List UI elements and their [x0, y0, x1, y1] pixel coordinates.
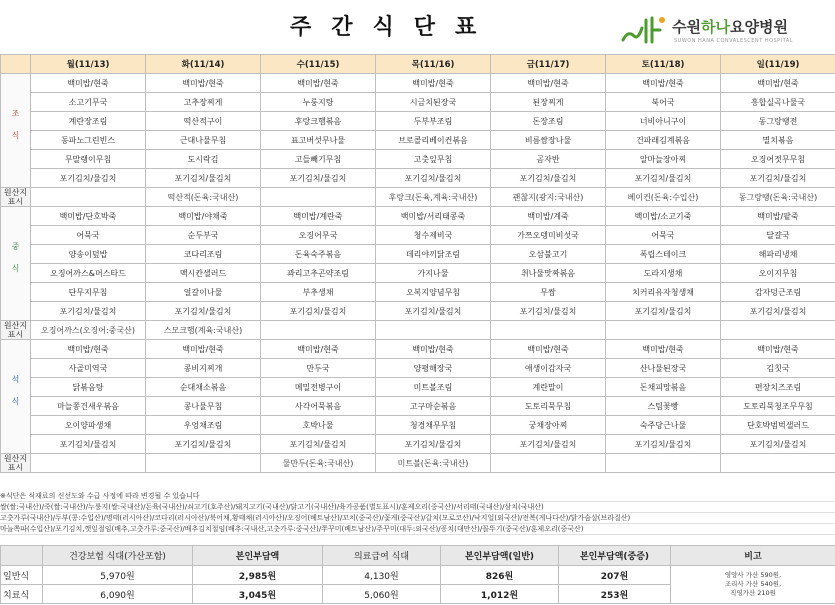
origin-cell: 후랑크(돈육,계육:국내산)	[376, 188, 491, 207]
menu-row	[1, 131, 835, 150]
menu-item: 미트볼조림	[376, 378, 491, 397]
menu-row	[1, 359, 835, 378]
menu-item: 단무지무침	[31, 283, 146, 302]
menu-row	[1, 74, 835, 93]
price-header: 본인부담액	[193, 546, 323, 566]
menu-item: 비름쌈장나물	[491, 131, 606, 150]
menu-row	[1, 169, 835, 188]
menu-item: 오징어무국	[261, 226, 376, 245]
menu-item: 마늘쫑건새우볶음	[31, 397, 146, 416]
price-cell: 6,090원	[43, 585, 193, 604]
menu-item: 포기김치/물김치	[606, 435, 721, 454]
price-header: 본인부담액(일반)	[441, 546, 559, 566]
menu-item: 돈장조림	[491, 112, 606, 131]
menu-item: 포기김치/물김치	[606, 169, 721, 188]
menu-item: 포기김치/물김치	[146, 435, 261, 454]
menu-row	[1, 416, 835, 435]
menu-item: 계란장조림	[31, 112, 146, 131]
menu-item: 순대채소볶음	[146, 378, 261, 397]
price-cell: 826원	[441, 566, 559, 585]
origin-cell	[721, 321, 835, 340]
price-row-label: 치료식	[1, 585, 43, 604]
menu-item: 근대나물무침	[146, 131, 261, 150]
menu-item: 궁채장아찌	[491, 416, 606, 435]
hospital-logo	[620, 14, 832, 50]
menu-item: 무쌈	[491, 283, 606, 302]
day-header-row	[1, 55, 835, 74]
menu-item: 부추생채	[261, 283, 376, 302]
origin-row	[1, 188, 835, 207]
menu-item: 청수제비국	[376, 226, 491, 245]
menu-row	[1, 340, 835, 359]
notes-section	[0, 491, 835, 535]
menu-item: 계란말이	[491, 378, 606, 397]
menu-item: 건파래김계볶음	[606, 131, 721, 150]
menu-item: 폭립스테이크	[606, 245, 721, 264]
menu-item: 얼갈이나물	[146, 283, 261, 302]
menu-item: 백미밥/단호박죽	[31, 207, 146, 226]
price-remark: 영양사 가산 590원, 조리사 가산 540원, 직영가산 210원	[671, 566, 835, 604]
menu-row	[1, 378, 835, 397]
menu-item: 백미밥/현죽	[261, 74, 376, 93]
menu-item: 포기김치/물김치	[376, 302, 491, 321]
menu-item: 포기김치/물김치	[261, 435, 376, 454]
price-header: 건강보험 식대(가산포함)	[43, 546, 193, 566]
origin-label: 원산지 표시	[1, 454, 31, 473]
menu-item: 우엉채조림	[146, 416, 261, 435]
origin-cell	[261, 188, 376, 207]
menu-item: 백미밥/서리태콩죽	[376, 207, 491, 226]
menu-item: 감자덩근조림	[721, 283, 835, 302]
menu-item: 양평해장국	[376, 359, 491, 378]
menu-item: 표고버섯무나물	[261, 131, 376, 150]
menu-item: 백미밥/계란죽	[261, 207, 376, 226]
price-header: 비고	[671, 546, 835, 566]
menu-item: 고춧잎무침	[376, 150, 491, 169]
menu-item: 포기김치/물김치	[721, 435, 835, 454]
menu-row	[1, 226, 835, 245]
origin-cell: 오징어까스(오징어:중국산)	[31, 321, 146, 340]
origin-cell	[606, 321, 721, 340]
price-row-general	[1, 566, 835, 585]
origin-cell: 괜찮지(광지:국내산)	[491, 188, 606, 207]
menu-item: 맥시칸샐러드	[146, 264, 261, 283]
origin-cell	[491, 321, 606, 340]
menu-row	[1, 264, 835, 283]
menu-item: 백미밥/현죽	[721, 74, 835, 93]
day-header: 월(11/13)	[31, 55, 146, 74]
origin-label: 원산지 표시	[1, 188, 31, 207]
menu-item: 포기김치/물김치	[491, 435, 606, 454]
menu-item: 시금치된장국	[376, 93, 491, 112]
menu-item: 돈육숙주볶음	[261, 245, 376, 264]
origin-cell: 떡산적(돈육:국내산)	[146, 188, 261, 207]
menu-item: 오복지양념무침	[376, 283, 491, 302]
menu-item: 치커리유자청생채	[606, 283, 721, 302]
menu-item: 김칫국	[721, 359, 835, 378]
menu-item: 사골미역국	[31, 359, 146, 378]
price-header: 본인부담액(중증)	[559, 546, 671, 566]
menu-item: 만두국	[261, 359, 376, 378]
origin-cell	[146, 454, 261, 473]
menu-item: 멸치볶음	[721, 131, 835, 150]
menu-item: 취나물맛짜볶음	[491, 264, 606, 283]
day-header: 토(11/18)	[606, 55, 721, 74]
menu-item: 백미밥/야채죽	[146, 207, 261, 226]
menu-item: 포기김치/물김치	[491, 169, 606, 188]
menu-item: 포기김치/물김치	[376, 169, 491, 188]
menu-item: 너비아니구이	[606, 112, 721, 131]
menu-item: 동파노그린빈스	[31, 131, 146, 150]
menu-item: 누룽지탕	[261, 93, 376, 112]
menu-item: 청경채무무침	[376, 416, 491, 435]
menu-item: 포기김치/물김치	[261, 169, 376, 188]
origin-label: 원산지 표시	[1, 321, 31, 340]
menu-item: 오징어젓무무침	[721, 150, 835, 169]
meal-label-lunch: 중식	[1, 207, 31, 321]
menu-item: 포기김치/물김치	[606, 302, 721, 321]
origin-cell: 동그랑땡(돈육:국내산)	[721, 188, 835, 207]
menu-item: 어묵국	[606, 226, 721, 245]
menu-item: 포기김치/물김치	[376, 435, 491, 454]
price-cell: 5,970원	[43, 566, 193, 585]
menu-item: 백미밥/현죽	[31, 74, 146, 93]
menu-item: 꽈리고추곤약조림	[261, 264, 376, 283]
menu-row	[1, 207, 835, 226]
menu-item: 콩나물무침	[146, 397, 261, 416]
menu-item: 북어국	[606, 93, 721, 112]
price-cell: 2,985원	[193, 566, 323, 585]
note-line: 고춧가루(국내산)/두부(콩:수입산)/명태(러시아산)/코다리(러시아산)/북어채,황태채(러시아산)/오징어(베트남산)/꼬치(중국산)/꽃게(중국산)/갈치(모로코산)/낙지얼(외국산)/전복(게나다산)/닭가슴살(브라질산)	[0, 513, 835, 524]
menu-item: 고구마순볶음	[376, 397, 491, 416]
menu-item: 닭볶음탕	[31, 378, 146, 397]
menu-item: 순두부국	[146, 226, 261, 245]
menu-item: 고추장찌게	[146, 93, 261, 112]
menu-item: 후랑크햄볶음	[261, 112, 376, 131]
menu-item: 포기김치/물김치	[491, 302, 606, 321]
menu-item: 곰자반	[491, 150, 606, 169]
hospital-name: 수원하나요양병원	[672, 18, 788, 36]
menu-item: 백미밥/현죽	[606, 74, 721, 93]
origin-cell: 물만두(돈육:국내산)	[261, 454, 376, 473]
menu-item: 백미밥/현죽	[491, 74, 606, 93]
menu-item: 콩비지찌개	[146, 359, 261, 378]
menu-row	[1, 112, 835, 131]
menu-item: 무말랭이무침	[31, 150, 146, 169]
day-header: 화(11/14)	[146, 55, 261, 74]
menu-item: 도시락김	[146, 150, 261, 169]
hospital-name-english: SUWON HANA CONVALESCENT HOSPITAL	[674, 38, 794, 44]
menu-item: 백미밥/현죽	[721, 340, 835, 359]
menu-item: 백미밥/현죽	[31, 340, 146, 359]
menu-item: 떡산적구이	[146, 112, 261, 131]
page-title: 주간식단표	[290, 14, 497, 40]
menu-item: 백미밥/현죽	[606, 340, 721, 359]
menu-item: 오이지무침	[721, 264, 835, 283]
menu-item: 편장치즈조림	[721, 378, 835, 397]
origin-cell	[721, 454, 835, 473]
menu-item: 백미밥/팥죽	[721, 207, 835, 226]
origin-cell	[491, 454, 606, 473]
menu-item: 백미밥/현죽	[146, 74, 261, 93]
menu-item: 호박나물	[261, 416, 376, 435]
menu-item: 오삼불고기	[491, 245, 606, 264]
menu-item: 달걀국	[721, 226, 835, 245]
day-header: 수(11/15)	[261, 55, 376, 74]
menu-item: 포기김치/물김치	[31, 169, 146, 188]
menu-item: 사각어묵볶음	[261, 397, 376, 416]
menu-item: 가지나물	[376, 264, 491, 283]
note-line: ※식단은 식재료의 신선도와 수급 사정에 따라 변경될 수 있습니다	[0, 491, 835, 502]
menu-item: 백미밥/현죽	[261, 340, 376, 359]
price-cell: 5,060원	[323, 585, 441, 604]
weekly-menu-table	[0, 54, 835, 473]
menu-item: 백미밥/현죽	[376, 74, 491, 93]
menu-item: 흥합실곡나물국	[721, 93, 835, 112]
page-header	[0, 0, 835, 56]
price-cell: 4,130원	[323, 566, 441, 585]
corner-cell	[1, 55, 31, 74]
menu-item: 소고기무국	[31, 93, 146, 112]
origin-cell	[261, 321, 376, 340]
menu-item: 오징어까스&머스타드	[31, 264, 146, 283]
menu-item: 숙주당근나물	[606, 416, 721, 435]
menu-row	[1, 302, 835, 321]
menu-item: 포기김치/물김치	[31, 435, 146, 454]
origin-row	[1, 454, 835, 473]
menu-item: 오이양파생채	[31, 416, 146, 435]
menu-item: 단호박범벅샐러드	[721, 416, 835, 435]
day-header: 일(11/19)	[721, 55, 835, 74]
menu-row	[1, 283, 835, 302]
day-header: 금(11/17)	[491, 55, 606, 74]
menu-item: 도라지생채	[606, 264, 721, 283]
price-cell: 253원	[559, 585, 671, 604]
menu-item: 산나물된장국	[606, 359, 721, 378]
menu-item: 포기김치/물김치	[721, 169, 835, 188]
price-cell: 207원	[559, 566, 671, 585]
menu-item: 백미밥/현죽	[491, 340, 606, 359]
menu-item: 어묵국	[31, 226, 146, 245]
menu-item: 고들빼기무침	[261, 150, 376, 169]
menu-item: 돈채피망볶음	[606, 378, 721, 397]
menu-item: 포기김치/물김치	[146, 169, 261, 188]
menu-item: 백미밥/현죽	[376, 340, 491, 359]
menu-row	[1, 150, 835, 169]
menu-row	[1, 435, 835, 454]
day-header: 목(11/16)	[376, 55, 491, 74]
origin-cell: 미트볼(돈육:국내산)	[376, 454, 491, 473]
menu-item: 두부부조림	[376, 112, 491, 131]
hospital-logo-icon	[620, 14, 666, 46]
price-row-label: 일반식	[1, 566, 43, 585]
menu-item: 스팀꽃빵	[606, 397, 721, 416]
menu-item: 데리야끼닭조림	[376, 245, 491, 264]
menu-item: 브로콜리베이컨볶음	[376, 131, 491, 150]
origin-row	[1, 321, 835, 340]
menu-item: 백미밥/소고기죽	[606, 207, 721, 226]
note-line: 쌀(쌀:국내산)/죽(쌀:국내산)/누룽지(쌀:국내산)/돈육(국내산)/쇠고기(호주산)/돼지고기(국내산)/닭고기(국내산)/육가공품(별도표시)/훈제오리(중국산)/서리태(국내산)/삼치(국내산)	[0, 502, 835, 513]
note-line: 마늘쪽파(수입산)/포기김치,깻잎절임(배추,고춧가루:중국산)/배추김치절임(배추:국내산,고춧가루:중국산)/쭈꾸미(베트남산)/주꾸미(대두:외국산)/꽁치(대만산)/꼴뚜기(중국산)/훈제오리(중국산)	[0, 524, 835, 535]
price-header: 의료급여 식대	[323, 546, 441, 566]
menu-item: 애생이감자국	[491, 359, 606, 378]
origin-cell: 스모크햄(계육:국내산)	[146, 321, 261, 340]
menu-item: 포기김치/물김치	[721, 302, 835, 321]
menu-item: 된장찌게	[491, 93, 606, 112]
menu-item: 도토리묵무침	[491, 397, 606, 416]
price-header	[1, 546, 43, 566]
origin-cell	[31, 454, 146, 473]
menu-item: 포기김치/물김치	[146, 302, 261, 321]
menu-item: 도토리묵청조무무침	[721, 397, 835, 416]
menu-item: 해파리냉채	[721, 245, 835, 264]
menu-row	[1, 93, 835, 112]
meal-label-dinner: 석식	[1, 340, 31, 454]
menu-item: 동그랑땡전	[721, 112, 835, 131]
price-header-row	[1, 546, 835, 566]
origin-cell	[606, 454, 721, 473]
menu-row	[1, 245, 835, 264]
menu-item: 메밀전병구이	[261, 378, 376, 397]
menu-item: 가쯔오뎅미비섯국	[491, 226, 606, 245]
menu-item: 양송이덮밥	[31, 245, 146, 264]
menu-item: 포기김치/물김치	[261, 302, 376, 321]
menu-row	[1, 397, 835, 416]
meal-label-breakfast: 조식	[1, 74, 31, 188]
price-cell: 1,012원	[441, 585, 559, 604]
price-cell: 3,045원	[193, 585, 323, 604]
menu-item: 백미밥/계죽	[491, 207, 606, 226]
origin-cell	[31, 188, 146, 207]
origin-cell	[376, 321, 491, 340]
menu-item: 백미밥/현죽	[146, 340, 261, 359]
menu-item: 알마늘장아찌	[606, 150, 721, 169]
meal-price-table	[0, 545, 835, 604]
menu-item: 포기김치/물김치	[31, 302, 146, 321]
origin-cell: 베이컨(돈육:수입산)	[606, 188, 721, 207]
menu-item: 코다리조림	[146, 245, 261, 264]
